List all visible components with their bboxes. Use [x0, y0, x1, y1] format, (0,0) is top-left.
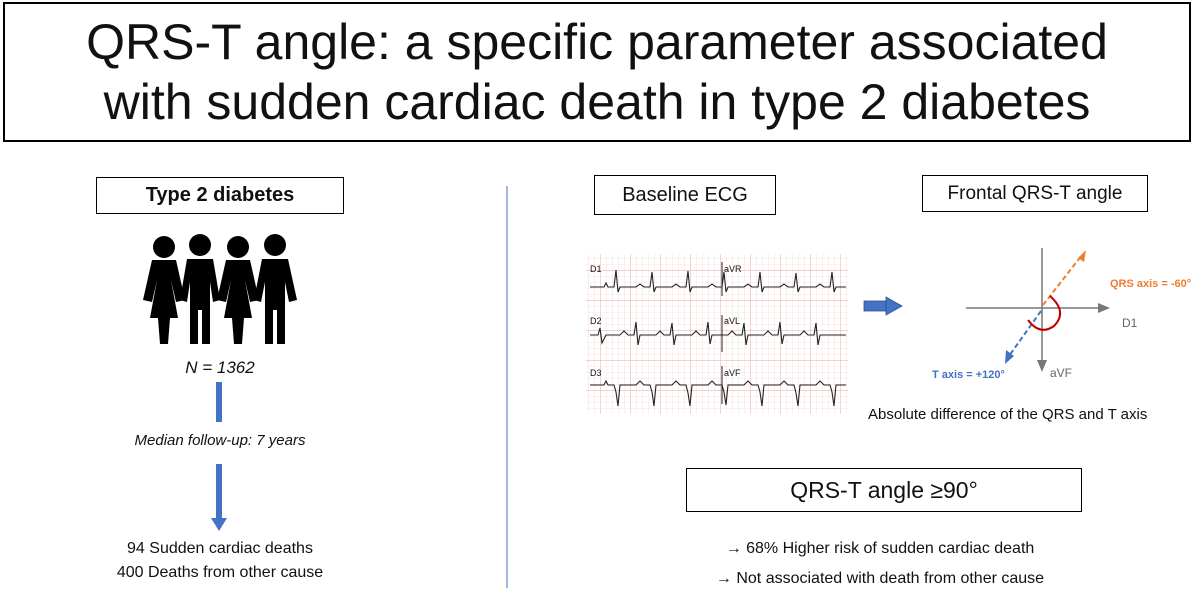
ecg-lead-label: aVL [724, 316, 741, 326]
flow-bar [216, 382, 222, 422]
ecg-lead-label: D2 [590, 316, 602, 326]
d1-axis-label: D1 [1122, 316, 1138, 330]
threshold-box: QRS-T angle ≥90° [686, 468, 1082, 512]
page-title: QRS-T angle: a specific parameter associated with sudden cardiac death in type 2 diabetes [86, 14, 1108, 130]
flow-arrow-head [211, 518, 227, 531]
outcome-sudden-deaths: 94 Sudden cardiac deaths [127, 540, 313, 557]
result-other-death: → Not associated with death from other cause [715, 570, 1045, 587]
ecg-lead-label: D1 [590, 264, 602, 274]
type2-diabetes-label: Type 2 diabetes [96, 177, 344, 214]
result-sudden-death: → 68% Higher risk of sudden cardiac death [725, 540, 1035, 557]
qrs-axis-label: QRS axis = -60° [1110, 278, 1192, 290]
ecg-lead-label: aVR [724, 264, 742, 274]
absolute-difference-caption: Absolute difference of the QRS and T axis [868, 406, 1148, 423]
baseline-ecg-label: Baseline ECG [594, 175, 776, 215]
ecg-to-axis-arrow [864, 297, 902, 315]
ecg-strip [586, 254, 848, 414]
t-axis-label: T axis = +120° [932, 369, 1005, 381]
ecg-lead-label: aVF [724, 368, 741, 378]
followup-text: Median follow-up: 7 years [134, 432, 306, 449]
flow-arrow-shaft [216, 464, 222, 520]
ecg-lead-label: D3 [590, 368, 602, 378]
sample-size: N = 1362 [185, 358, 255, 377]
frontal-angle-label: Frontal QRS-T angle [922, 175, 1148, 212]
axis-diagram [966, 248, 1110, 372]
outcome-other-deaths: 400 Deaths from other cause [116, 564, 324, 581]
people-icon [143, 234, 297, 344]
avf-axis-label: aVF [1050, 366, 1073, 380]
